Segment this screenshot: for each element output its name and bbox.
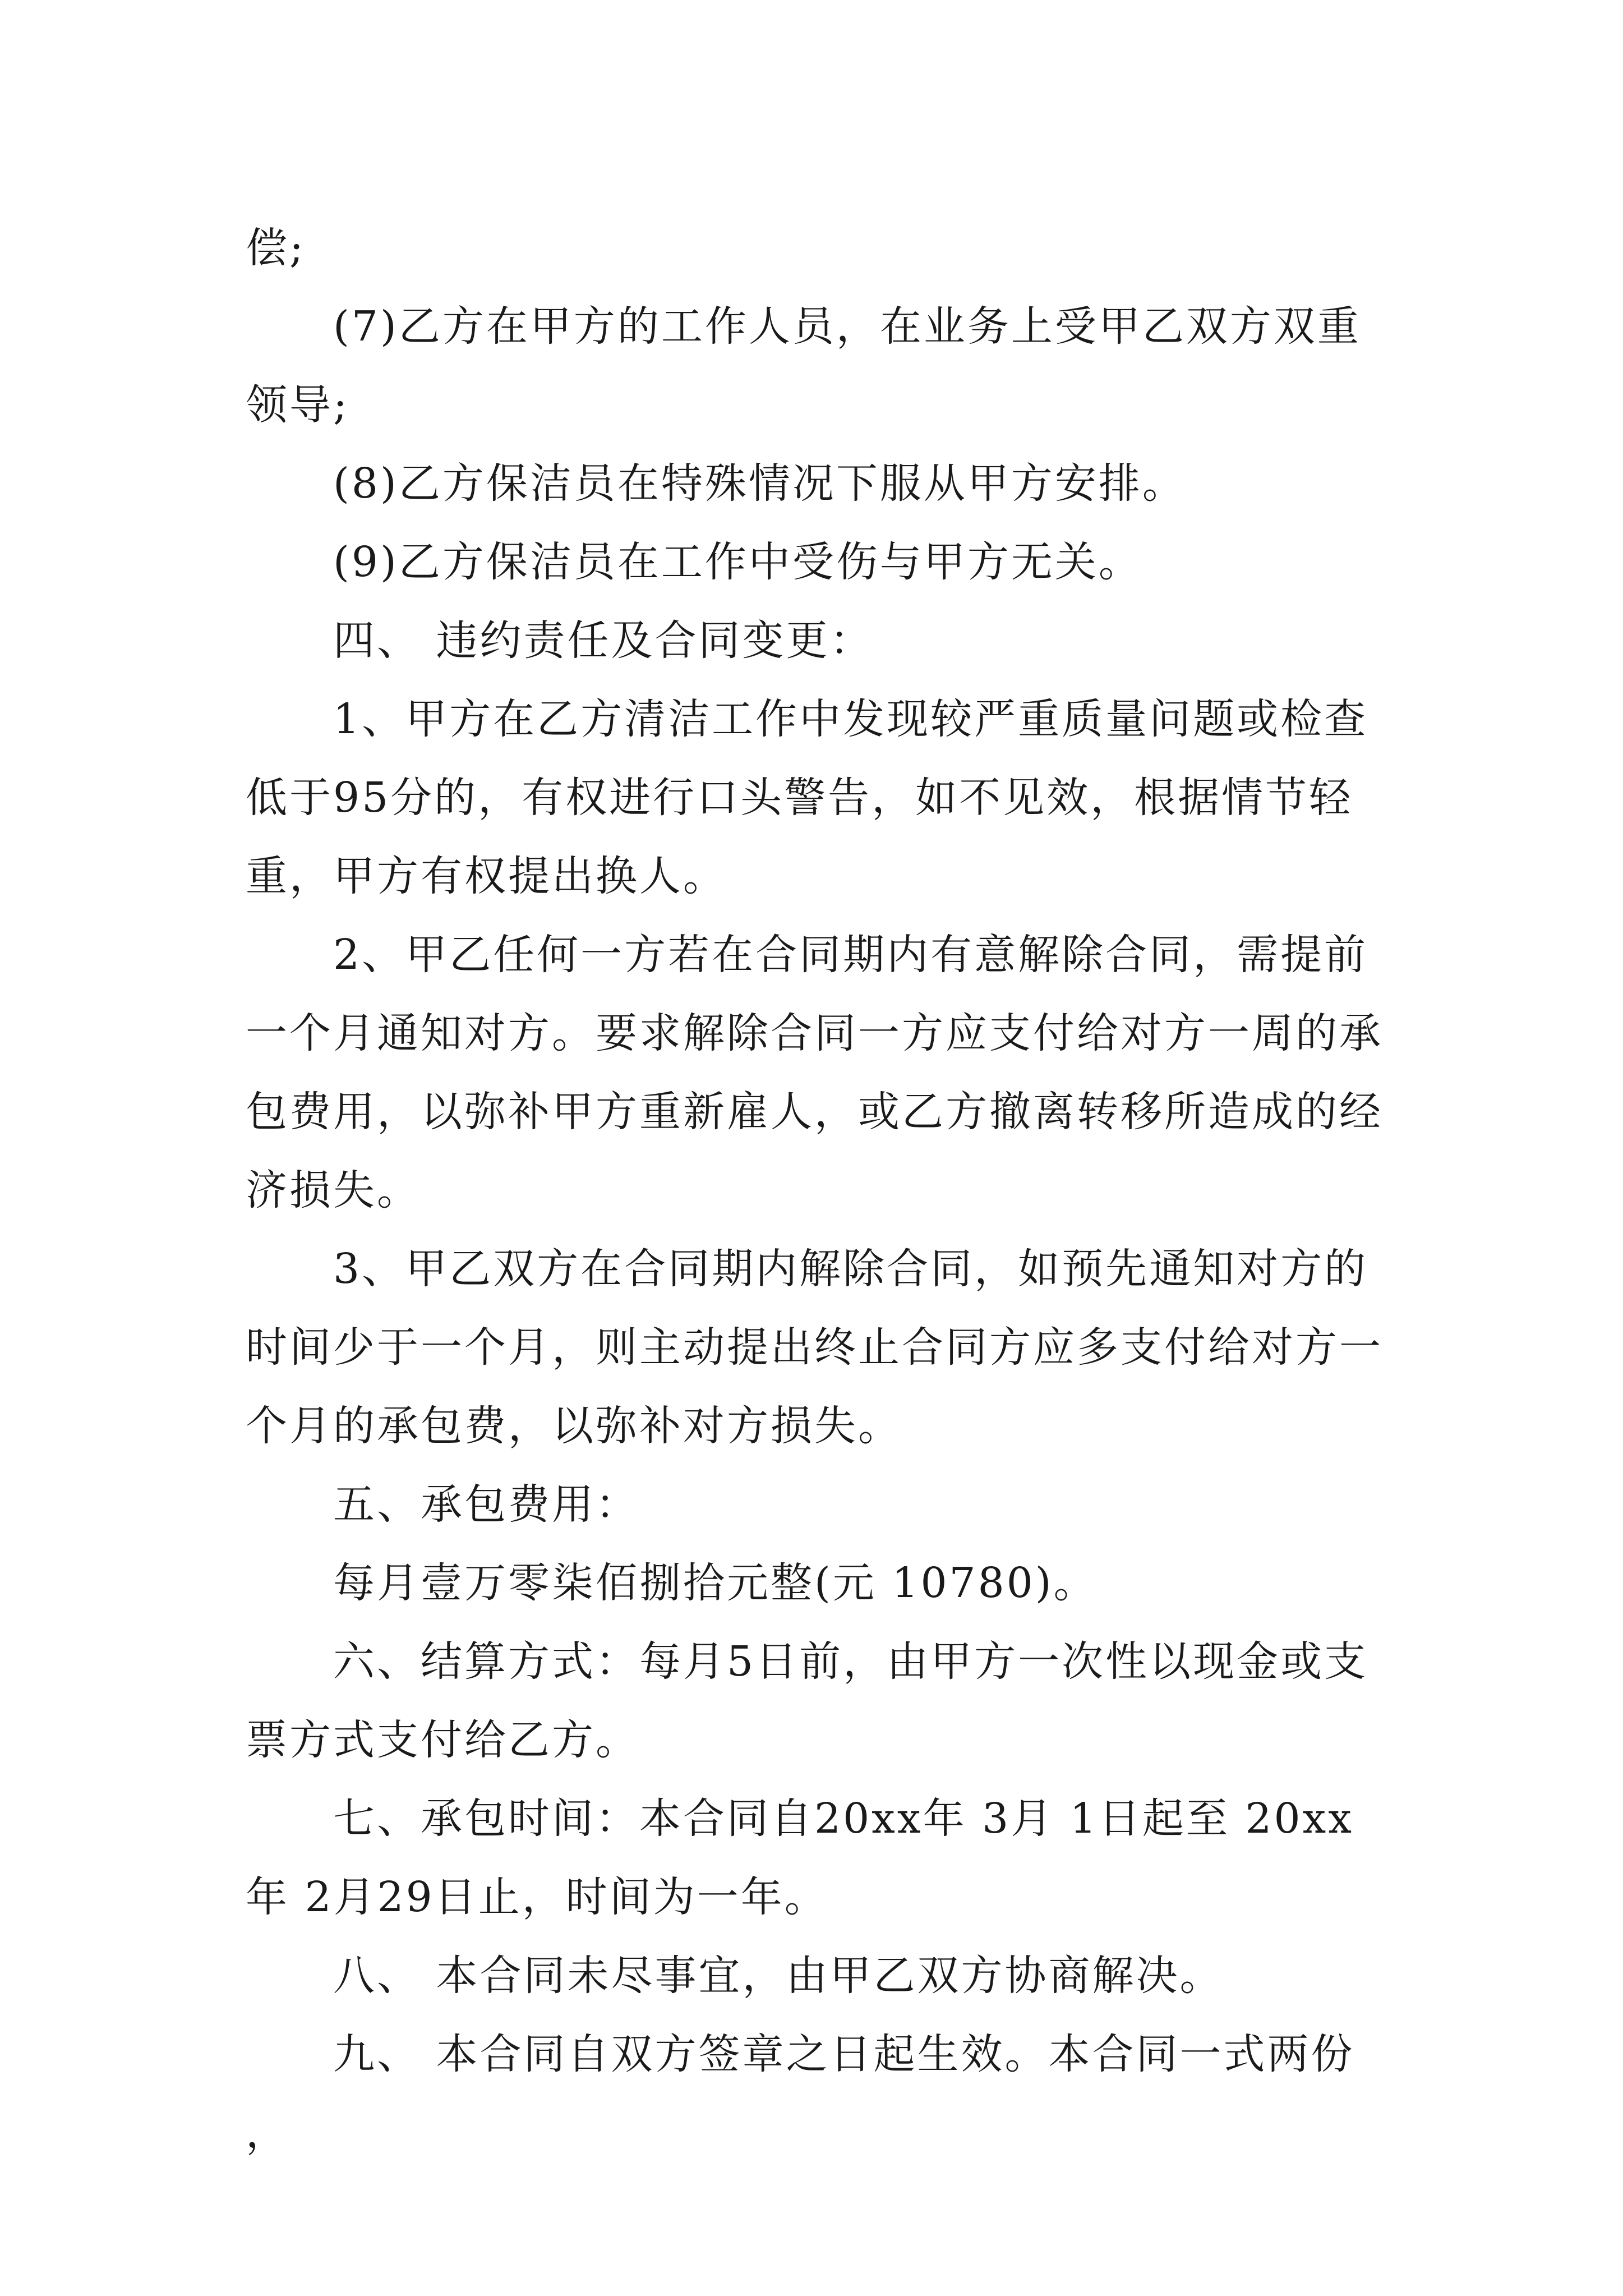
section-heading-fees: 五、承包费用： [333,1480,639,1529]
section-effective-date: 九、 本合同自双方签章之日起生效。本合同一式两份， [246,2030,1355,2157]
paragraph-breach-3: 3、甲乙双方在合同期内解除合同，如预先通知对方的时间少于一个月，则主动提出终止合同方应多支付给对方一个月的承包费，以弥补对方损失。 [246,1245,1383,1450]
contract-body [246,209,1390,2172]
paragraph-continuation: 偿; [246,224,306,272]
paragraph-breach-2: 2、甲乙任何一方若在合同期内有意解除合同，需提前一个月通知对方。要求解除合同一方应支付给对方一周的承包费用，以弥补甲方重新雇人，或乙方撤离转移所造成的经济损失。 [246,931,1383,1214]
paragraph-fee-amount: 每月壹万零柒佰捌拾元整(元 10780)。 [333,1559,1098,1607]
section-heading-breach: 四、 违约责任及合同变更： [333,616,874,665]
paragraph-clause-7: (7)乙方在甲方的工作人员，在业务上受甲乙双方双重领导; [246,302,1361,429]
section-unresolved-matters: 八、 本合同未尽事宜，由甲乙双方协商解决。 [333,1952,1224,2000]
paragraph-clause-8: (8)乙方保洁员在特殊情况下服从甲方安排。 [333,459,1186,508]
section-settlement: 六、结算方式：每月5日前，由甲方一次性以现金或支票方式支付给乙方。 [246,1637,1368,1764]
paragraph-breach-1: 1、甲方在乙方清洁工作中发现较严重质量问题或检查低于95分的，有权进行口头警告，如不见效，根据情节轻重，甲方有权提出换人。 [246,695,1368,900]
paragraph-clause-9: (9)乙方保洁员在工作中受伤与甲方无关。 [333,538,1142,586]
section-contract-period: 七、承包时间：本合同自20xx年 3月 1日起至 20xx年 2月29日止，时间为一年。 [246,1795,1354,1921]
